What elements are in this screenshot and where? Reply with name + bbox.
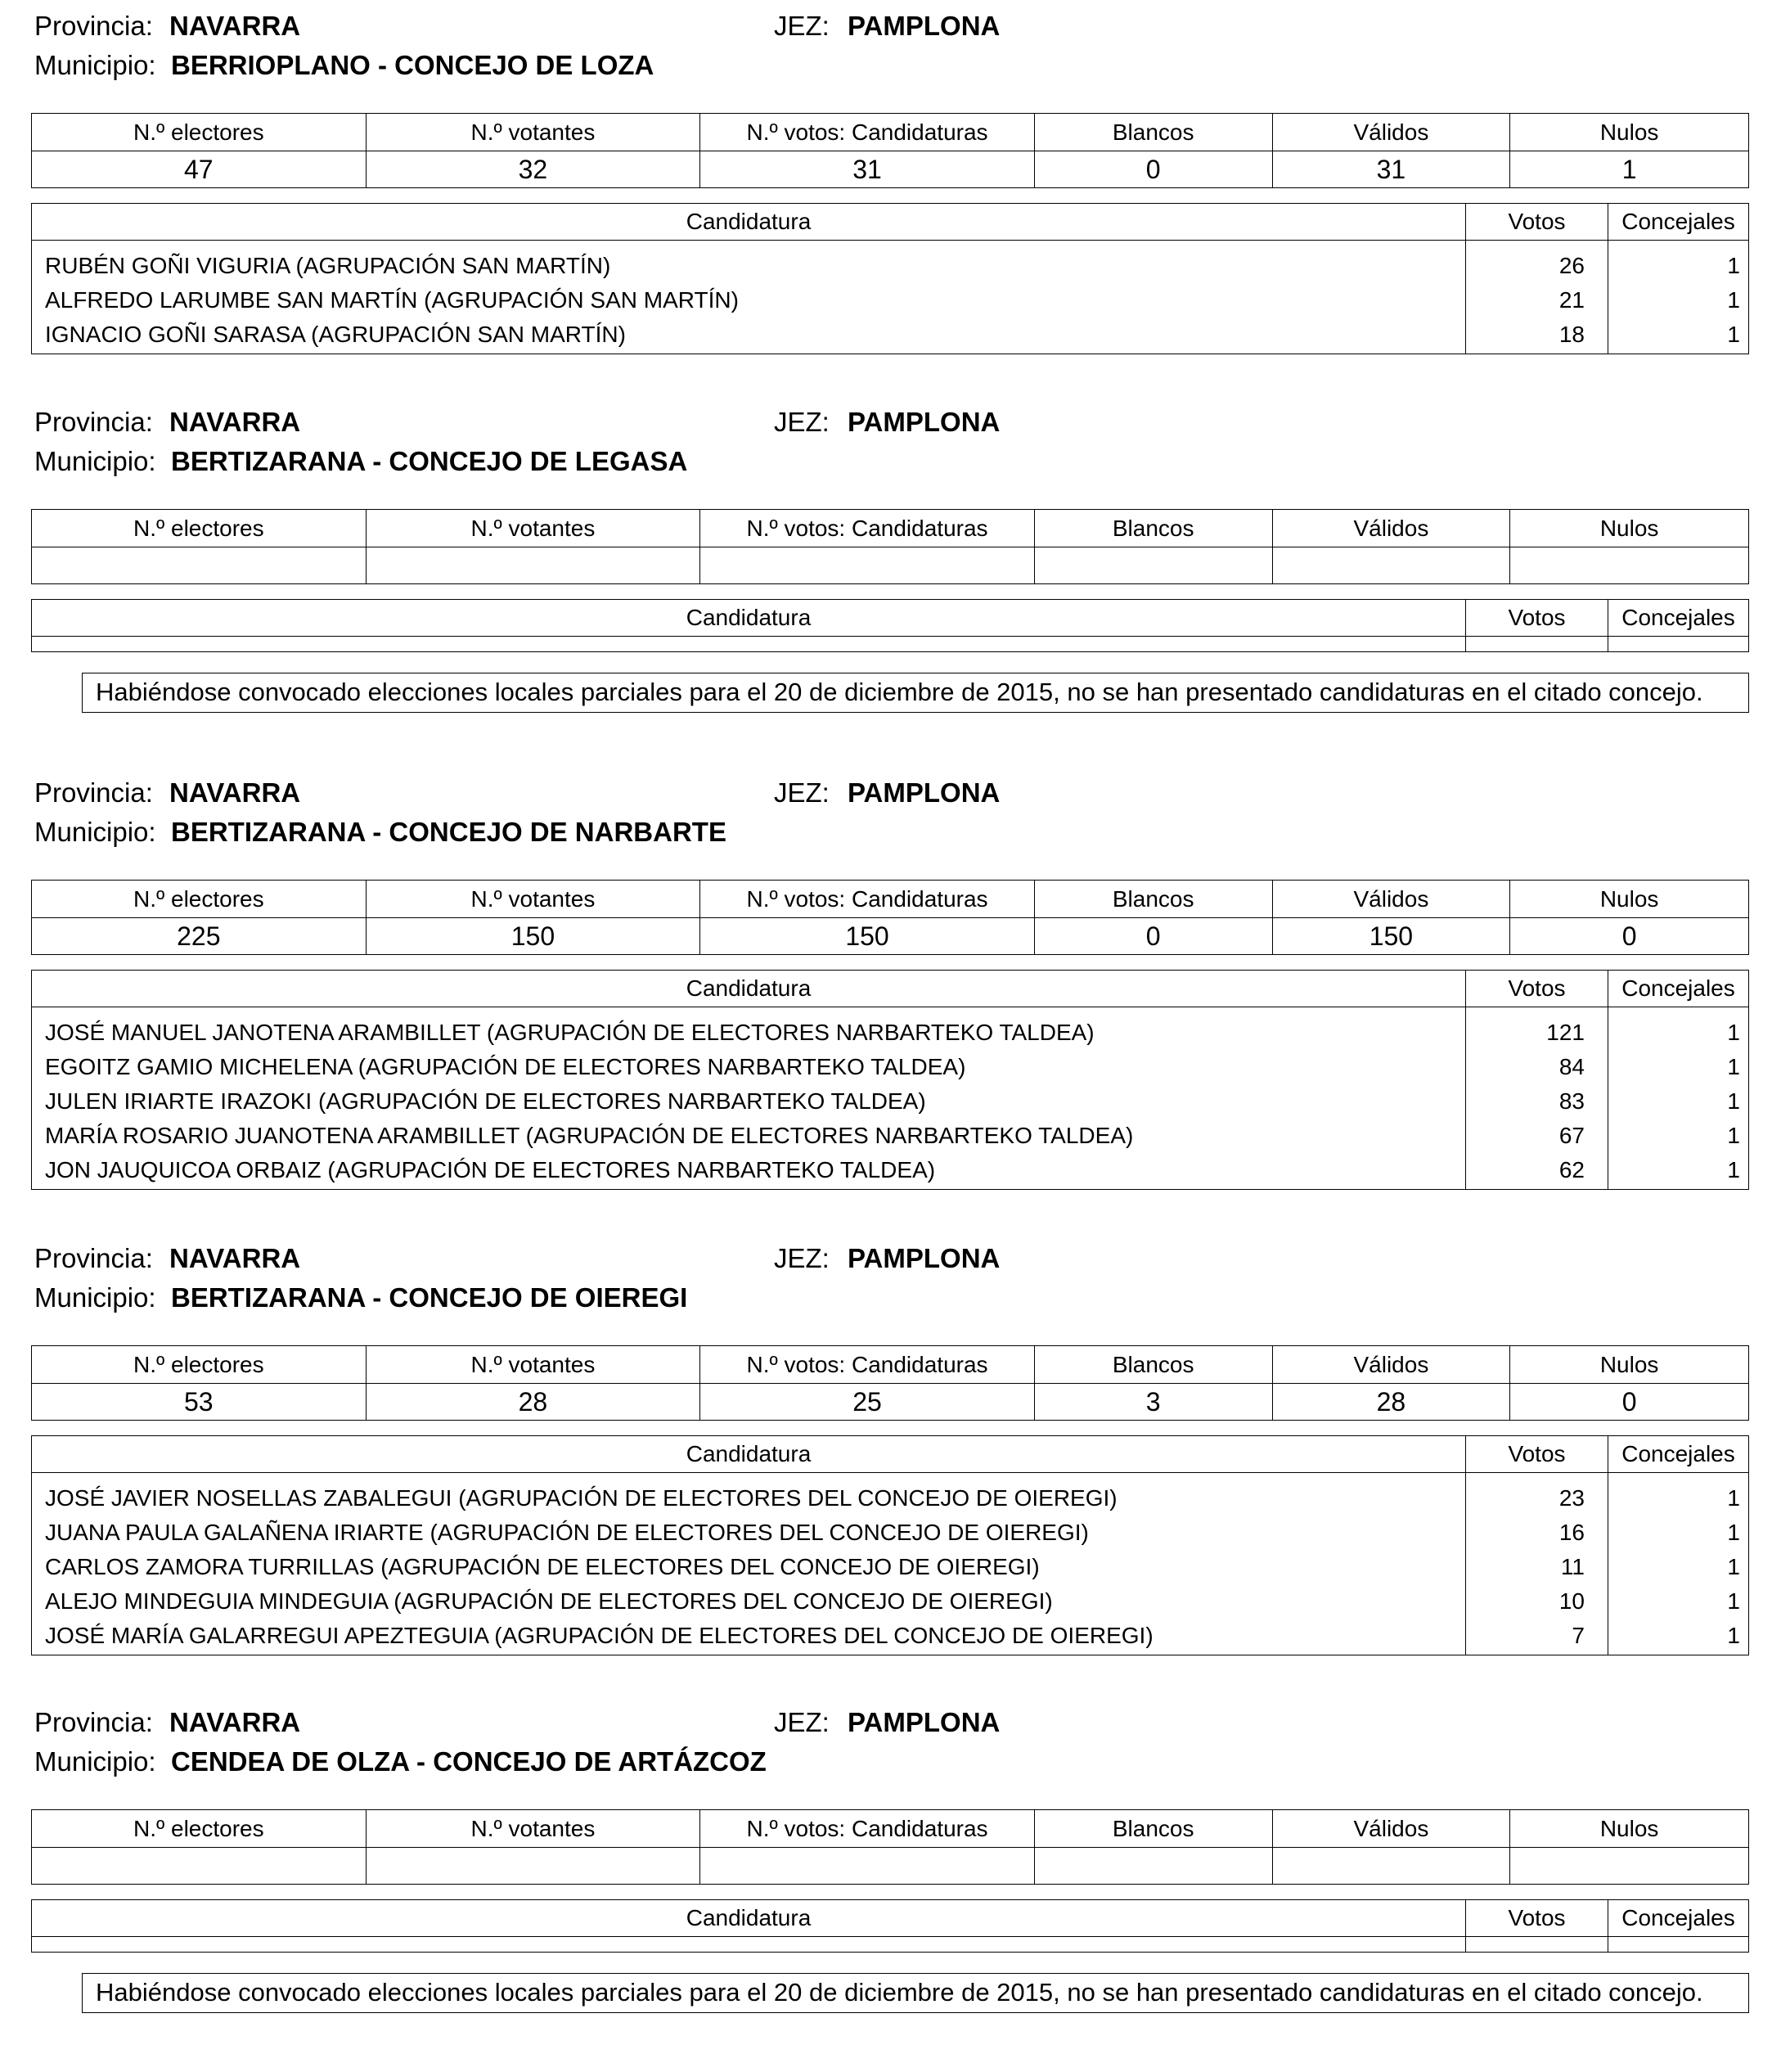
stats-header-votantes: N.º votantes xyxy=(366,881,700,917)
stats-header-electores: N.º electores xyxy=(133,1351,264,1377)
stats-value-row xyxy=(32,151,1748,187)
stats-value-votos-candidaturas xyxy=(699,1848,1034,1884)
candidates-table xyxy=(31,203,1749,354)
provincia-label: Provincia: xyxy=(34,1707,153,1737)
stats-header-votantes: N.º votantes xyxy=(366,1346,700,1383)
stats-value-electores: 53 xyxy=(184,1386,214,1417)
candidatura-column xyxy=(32,637,1465,651)
candidate-name: ALEJO MINDEGUIA MINDEGUIA (AGRUPACIÓN DE ELECTORES DEL CONCEJO DE OIEREGI) xyxy=(45,1588,1053,1614)
jez-label: JEZ: xyxy=(774,407,830,437)
candidates-body xyxy=(32,1007,1748,1189)
candidate-votos: 21 xyxy=(1558,287,1585,313)
candidates-body xyxy=(32,241,1748,354)
concejales-column xyxy=(1608,1937,1748,1952)
stats-header-validos: Válidos xyxy=(1272,1810,1510,1847)
candidatura-column xyxy=(32,1473,1465,1655)
candidates-header-row xyxy=(32,971,1748,1007)
candidate-concejales: 1 xyxy=(1727,253,1740,278)
jez-label: JEZ: xyxy=(774,1243,830,1273)
stats-header-votos-candidaturas: N.º votos: Candidaturas xyxy=(699,1810,1034,1847)
candidates-table xyxy=(31,599,1749,652)
stats-value-votantes: 28 xyxy=(366,1384,700,1420)
candidate-name: RUBÉN GOÑI VIGURIA (AGRUPACIÓN SAN MARTÍN) xyxy=(45,253,611,278)
provincia-label: Provincia: xyxy=(34,1243,153,1273)
stats-value-votantes: 150 xyxy=(366,918,700,954)
candidate-votos: 121 xyxy=(1546,1020,1585,1045)
header-votos: Votos xyxy=(1465,1436,1608,1472)
concejales-column xyxy=(1608,1007,1748,1189)
candidate-name: JOSÉ JAVIER NOSELLAS ZABALEGUI (AGRUPACIÓN DE ELECTORES DEL CONCEJO DE OIEREGI) xyxy=(45,1485,1118,1511)
stats-value-nulos: 1 xyxy=(1509,151,1748,187)
candidate-name: ALFREDO LARUMBE SAN MARTÍN (AGRUPACIÓN SAN MARTÍN) xyxy=(45,287,739,313)
jez-value: PAMPLONA xyxy=(848,1243,1001,1273)
votos-column xyxy=(1465,1473,1608,1655)
candidate-concejales: 1 xyxy=(1727,1485,1740,1511)
candidate-concejales: 1 xyxy=(1727,1554,1740,1579)
municipio-value: BERTIZARANA - CONCEJO DE NARBARTE xyxy=(171,817,726,847)
candidates-body xyxy=(32,637,1748,651)
candidate-concejales: 1 xyxy=(1727,1588,1740,1614)
header-concejales: Concejales xyxy=(1608,971,1748,1007)
stats-header-row xyxy=(32,510,1748,547)
candidate-concejales: 1 xyxy=(1727,287,1740,313)
candidates-header-row xyxy=(32,1436,1748,1473)
stats-value-row xyxy=(32,547,1748,583)
stats-table xyxy=(31,1345,1749,1421)
municipio-label: Municipio: xyxy=(34,1746,156,1777)
stats-table xyxy=(31,880,1749,955)
municipio-label: Municipio: xyxy=(34,446,156,476)
municipio-value: CENDEA DE OLZA - CONCEJO DE ARTÁZCOZ xyxy=(171,1746,767,1777)
municipio-value: BERRIOPLANO - CONCEJO DE LOZA xyxy=(171,50,654,80)
stats-table xyxy=(31,509,1749,584)
candidate-concejales: 1 xyxy=(1727,1157,1740,1182)
concejales-column xyxy=(1608,637,1748,651)
stats-header-validos: Válidos xyxy=(1272,881,1510,917)
candidates-body xyxy=(32,1473,1748,1655)
stats-header-validos: Válidos xyxy=(1272,114,1510,151)
stats-value-validos: 150 xyxy=(1272,918,1510,954)
header-votos: Votos xyxy=(1465,1900,1608,1936)
stats-header-row xyxy=(32,881,1748,917)
header-concejales: Concejales xyxy=(1608,1436,1748,1472)
provincia-value: NAVARRA xyxy=(169,777,301,808)
candidate-concejales: 1 xyxy=(1727,1054,1740,1079)
jez-value: PAMPLONA xyxy=(848,1707,1001,1737)
stats-header-votos-candidaturas: N.º votos: Candidaturas xyxy=(699,881,1034,917)
stats-value-validos: 31 xyxy=(1272,151,1510,187)
stats-header-row xyxy=(32,114,1748,151)
header-candidatura: Candidatura xyxy=(686,1905,812,1930)
stats-header-votantes: N.º votantes xyxy=(366,114,700,151)
candidate-name: MARÍA ROSARIO JUANOTENA ARAMBILLET (AGRUPACIÓN DE ELECTORES NARBARTEKO TALDEA) xyxy=(45,1123,1134,1148)
stats-value-row xyxy=(32,1383,1748,1420)
stats-value-blancos: 0 xyxy=(1034,151,1272,187)
municipio-label: Municipio: xyxy=(34,1282,156,1313)
header-candidatura: Candidatura xyxy=(686,605,812,630)
notice-box: Habiéndose convocado elecciones locales parciales para el 20 de diciembre de 2015, no se han presentado candidaturas en el citado concejo. xyxy=(82,673,1749,713)
stats-value-blancos xyxy=(1034,547,1272,583)
candidate-name: JUANA PAULA GALAÑENA IRIARTE (AGRUPACIÓN DE ELECTORES DEL CONCEJO DE OIEREGI) xyxy=(45,1520,1089,1545)
header-concejales: Concejales xyxy=(1608,204,1748,240)
candidate-votos: 67 xyxy=(1558,1123,1585,1148)
candidate-concejales: 1 xyxy=(1727,322,1740,347)
jez-value: PAMPLONA xyxy=(848,407,1001,437)
stats-value-validos: 28 xyxy=(1272,1384,1510,1420)
stats-header-blancos: Blancos xyxy=(1034,114,1272,151)
municipio-value: BERTIZARANA - CONCEJO DE OIEREGI xyxy=(171,1282,688,1313)
candidate-votos: 62 xyxy=(1558,1157,1585,1182)
stats-header-votantes: N.º votantes xyxy=(366,510,700,547)
provincia-label: Provincia: xyxy=(34,777,153,808)
stats-header-row xyxy=(32,1810,1748,1847)
candidate-votos: 23 xyxy=(1558,1485,1585,1511)
candidate-votos: 10 xyxy=(1558,1588,1585,1614)
candidate-concejales: 1 xyxy=(1727,1520,1740,1545)
candidate-votos: 11 xyxy=(1560,1554,1585,1579)
stats-value-electores xyxy=(32,1848,366,1884)
header-candidatura: Candidatura xyxy=(686,975,812,1001)
stats-header-blancos: Blancos xyxy=(1034,510,1272,547)
municipio-value: BERTIZARANA - CONCEJO DE LEGASA xyxy=(171,446,688,476)
stats-value-blancos: 3 xyxy=(1034,1384,1272,1420)
stats-value-electores: 225 xyxy=(177,921,221,951)
concejales-column xyxy=(1608,241,1748,354)
stats-value-votantes xyxy=(366,547,700,583)
stats-value-blancos xyxy=(1034,1848,1272,1884)
stats-header-nulos: Nulos xyxy=(1509,510,1748,547)
stats-value-votos-candidaturas: 31 xyxy=(699,151,1034,187)
stats-value-row xyxy=(32,917,1748,954)
header-concejales: Concejales xyxy=(1608,600,1748,636)
stats-header-nulos: Nulos xyxy=(1509,114,1748,151)
stats-header-validos: Válidos xyxy=(1272,1346,1510,1383)
candidate-name: CARLOS ZAMORA TURRILLAS (AGRUPACIÓN DE ELECTORES DEL CONCEJO DE OIEREGI) xyxy=(45,1554,1040,1579)
stats-value-votantes xyxy=(366,1848,700,1884)
jez-value: PAMPLONA xyxy=(848,11,1001,41)
candidatura-column xyxy=(32,241,1465,354)
stats-header-row xyxy=(32,1346,1748,1383)
provincia-value: NAVARRA xyxy=(169,1707,301,1737)
stats-header-electores: N.º electores xyxy=(133,885,264,912)
jez-label: JEZ: xyxy=(774,11,830,41)
stats-value-nulos: 0 xyxy=(1509,1384,1748,1420)
votos-column xyxy=(1465,1937,1608,1952)
candidate-votos: 16 xyxy=(1558,1520,1585,1545)
candidate-name: JULEN IRIARTE IRAZOKI (AGRUPACIÓN DE ELECTORES NARBARTEKO TALDEA) xyxy=(45,1088,926,1114)
header-votos: Votos xyxy=(1465,971,1608,1007)
candidate-name: JOSÉ MARÍA GALARREGUI APEZTEGUIA (AGRUPACIÓN DE ELECTORES DEL CONCEJO DE OIEREGI) xyxy=(45,1623,1154,1648)
candidate-votos: 18 xyxy=(1558,322,1585,347)
stats-header-nulos: Nulos xyxy=(1509,1346,1748,1383)
provincia-value: NAVARRA xyxy=(169,407,301,437)
stats-table xyxy=(31,113,1749,188)
stats-value-votantes: 32 xyxy=(366,151,700,187)
notice-box: Habiéndose convocado elecciones locales parciales para el 20 de diciembre de 2015, no se han presentado candidaturas en el citado concejo. xyxy=(82,1973,1749,2013)
candidate-concejales: 1 xyxy=(1727,1123,1740,1148)
municipio-label: Municipio: xyxy=(34,817,156,847)
provincia-value: NAVARRA xyxy=(169,1243,301,1273)
stats-value-row xyxy=(32,1847,1748,1884)
votos-column xyxy=(1465,241,1608,354)
candidates-table xyxy=(31,970,1749,1190)
candidate-votos: 83 xyxy=(1558,1088,1585,1114)
candidates-header-row xyxy=(32,204,1748,241)
stats-value-blancos: 0 xyxy=(1034,918,1272,954)
stats-header-blancos: Blancos xyxy=(1034,1810,1272,1847)
stats-header-votos-candidaturas: N.º votos: Candidaturas xyxy=(699,1346,1034,1383)
stats-value-votos-candidaturas xyxy=(699,547,1034,583)
stats-value-validos xyxy=(1272,547,1510,583)
stats-value-votos-candidaturas: 150 xyxy=(699,918,1034,954)
stats-table xyxy=(31,1809,1749,1885)
stats-header-nulos: Nulos xyxy=(1509,1810,1748,1847)
candidates-header-row xyxy=(32,600,1748,637)
municipio-label: Municipio: xyxy=(34,50,156,80)
candidate-name: IGNACIO GOÑI SARASA (AGRUPACIÓN SAN MARTÍN) xyxy=(45,322,626,347)
candidate-votos: 84 xyxy=(1558,1054,1585,1079)
stats-value-electores: 47 xyxy=(184,154,214,184)
provincia-value: NAVARRA xyxy=(169,11,301,41)
candidates-body xyxy=(32,1937,1748,1952)
header-candidatura: Candidatura xyxy=(686,209,812,234)
header-candidatura: Candidatura xyxy=(686,1441,812,1466)
stats-header-votos-candidaturas: N.º votos: Candidaturas xyxy=(699,114,1034,151)
candidates-table xyxy=(31,1899,1749,1953)
candidatura-column xyxy=(32,1937,1465,1952)
candidate-name: EGOITZ GAMIO MICHELENA (AGRUPACIÓN DE ELECTORES NARBARTEKO TALDEA) xyxy=(45,1054,966,1079)
stats-header-votos-candidaturas: N.º votos: Candidaturas xyxy=(699,510,1034,547)
candidate-concejales: 1 xyxy=(1727,1623,1740,1648)
candidates-table xyxy=(31,1435,1749,1655)
concejales-column xyxy=(1608,1473,1748,1655)
stats-header-electores: N.º electores xyxy=(133,1815,264,1841)
stats-value-electores xyxy=(32,547,366,583)
stats-value-nulos xyxy=(1509,1848,1748,1884)
votos-column xyxy=(1465,1007,1608,1189)
jez-label: JEZ: xyxy=(774,1707,830,1737)
provincia-label: Provincia: xyxy=(34,407,153,437)
stats-value-votos-candidaturas: 25 xyxy=(699,1384,1034,1420)
stats-header-blancos: Blancos xyxy=(1034,881,1272,917)
stats-header-validos: Válidos xyxy=(1272,510,1510,547)
candidate-name: JOSÉ MANUEL JANOTENA ARAMBILLET (AGRUPACIÓN DE ELECTORES NARBARTEKO TALDEA) xyxy=(45,1020,1095,1045)
stats-header-electores: N.º electores xyxy=(133,119,264,145)
stats-value-validos xyxy=(1272,1848,1510,1884)
candidate-concejales: 1 xyxy=(1727,1020,1740,1045)
stats-header-votantes: N.º votantes xyxy=(366,1810,700,1847)
candidates-header-row xyxy=(32,1900,1748,1937)
stats-header-blancos: Blancos xyxy=(1034,1346,1272,1383)
header-concejales: Concejales xyxy=(1608,1900,1748,1936)
candidate-concejales: 1 xyxy=(1727,1088,1740,1114)
stats-header-electores: N.º electores xyxy=(133,515,264,541)
stats-value-nulos xyxy=(1509,547,1748,583)
candidate-votos: 26 xyxy=(1558,253,1585,278)
votos-column xyxy=(1465,637,1608,651)
jez-label: JEZ: xyxy=(774,777,830,808)
stats-value-nulos: 0 xyxy=(1509,918,1748,954)
provincia-label: Provincia: xyxy=(34,11,153,41)
candidatura-column xyxy=(32,1007,1465,1189)
jez-value: PAMPLONA xyxy=(848,777,1001,808)
candidate-name: JON JAUQUICOA ORBAIZ (AGRUPACIÓN DE ELECTORES NARBARTEKO TALDEA) xyxy=(45,1157,936,1182)
candidate-votos: 7 xyxy=(1572,1623,1585,1648)
stats-header-nulos: Nulos xyxy=(1509,881,1748,917)
header-votos: Votos xyxy=(1465,204,1608,240)
header-votos: Votos xyxy=(1465,600,1608,636)
